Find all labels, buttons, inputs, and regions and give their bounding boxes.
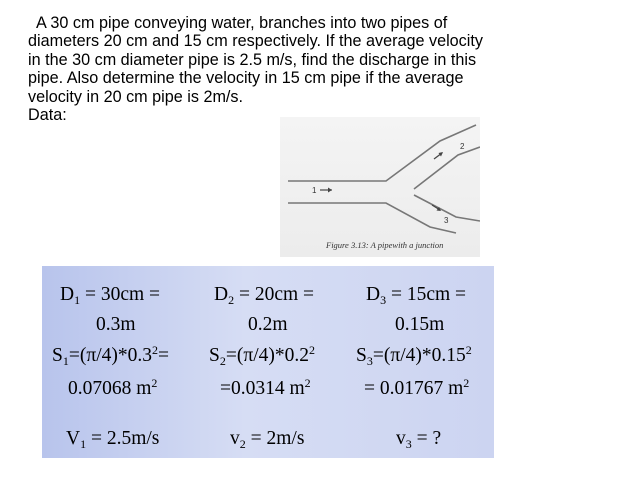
d2-cell: $D_2 = 20cm$ = — [214, 284, 315, 307]
s1-expression: $S_1=(\pi/4)*0.3^2=$ — [52, 343, 169, 368]
problem-line-2: diameters 20 cm and 15 cm respectively. If the average velocity — [28, 32, 483, 51]
problem-line-5: velocity in 20 cm pipe is 2m/s. — [28, 87, 244, 106]
problem-line-4: pipe. Also determine the velocity in 15 cm pipe if the average — [28, 69, 464, 88]
flow-arrow-1-head — [328, 188, 332, 193]
pipe-junction-diagram — [280, 117, 480, 257]
figure-caption: Figure 3.13: A pipewith a junction — [326, 240, 444, 250]
v2-cell: $v_2 = 2m/s$ — [230, 428, 305, 451]
s2-expression: $S_2=(\pi/4)*0.2^2$ — [209, 343, 315, 368]
s3-value: = 0.01767 $m^2$ — [364, 376, 470, 399]
figure-label-2: 2 — [460, 142, 465, 151]
s2-value: =0.0314 $m^2$ — [220, 376, 311, 399]
d3-value: 0.15m — [395, 314, 445, 335]
figure-label-3: 3 — [444, 216, 449, 225]
d2-value: 0.2m — [248, 314, 288, 335]
problem-line-1: A 30 cm pipe conveying water, branches into two pipes of — [36, 14, 448, 32]
d3-cell: $D_3 = 15cm$ = — [366, 284, 467, 307]
v1-cell: $V_1 = 2.5m/s$ — [66, 428, 160, 451]
problem-line-3: in the 30 cm diameter pipe is 2.5 m/s, find the discharge in this — [28, 50, 477, 69]
pipe-lower-wall — [288, 203, 456, 233]
d1-value: 0.3m — [96, 314, 136, 335]
data-label: Data: — [28, 106, 67, 125]
s1-value: 0.07068 $m^2$ — [68, 376, 158, 399]
s3-expression: $S_3=(\pi/4)*0.15^2$ — [356, 343, 472, 368]
pipe-junction-figure — [280, 117, 480, 257]
v3-cell: $v_3$ = ? — [396, 428, 442, 451]
figure-label-1: 1 — [312, 186, 317, 195]
pipe-upper-wall — [288, 125, 476, 181]
d1-cell: $D_1 = 30cm$ = — [60, 284, 161, 307]
problem-statement — [28, 14, 568, 124]
